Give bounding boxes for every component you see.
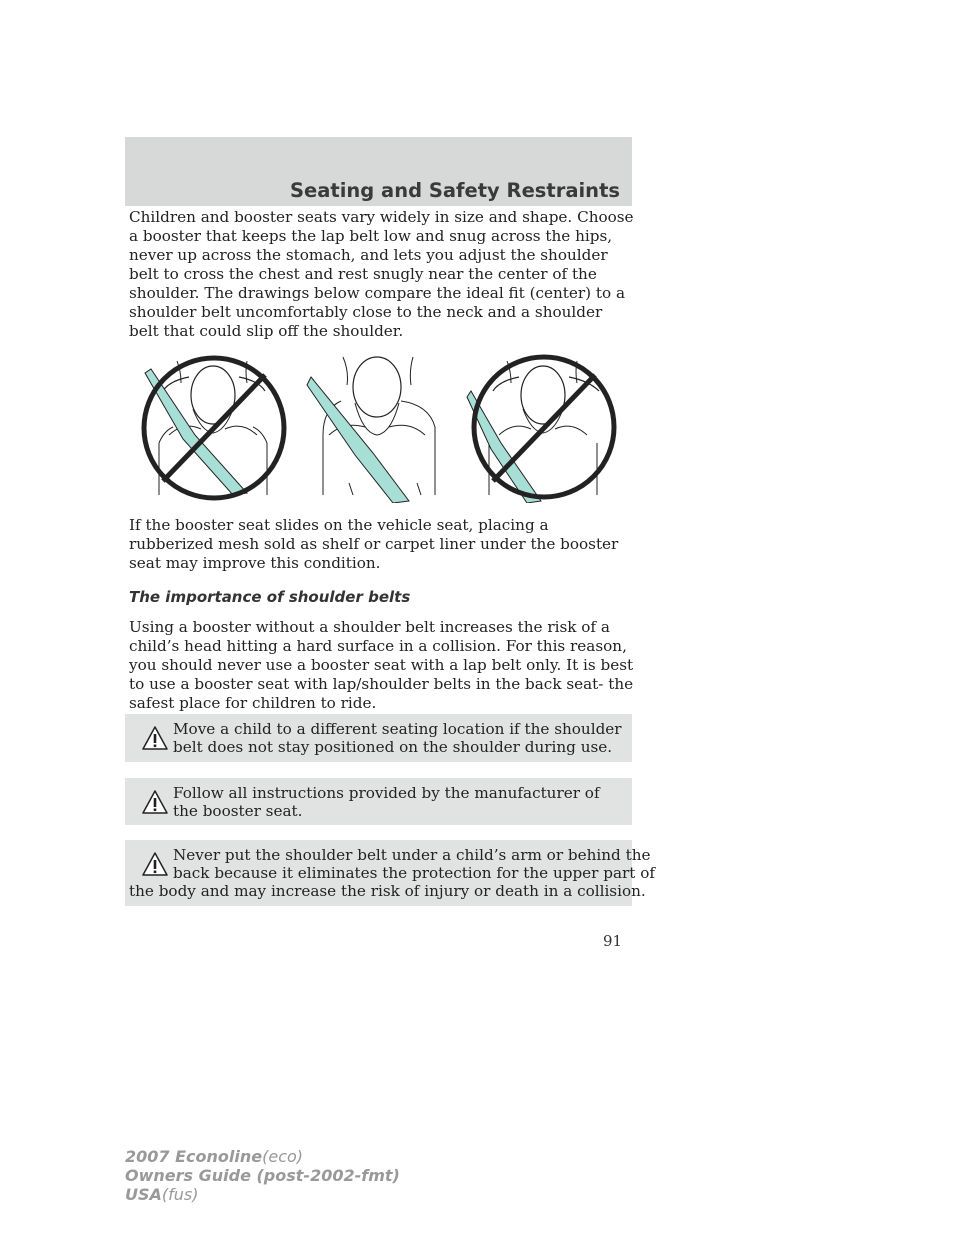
warning-triangle-icon xyxy=(142,790,168,814)
incorrect-fit-neck-figure xyxy=(144,358,284,498)
footer-model-code: (eco) xyxy=(262,1147,304,1166)
mesh-paragraph: If the booster seat slides on the vehicle seat, placing a rubberized mesh sold as shelf or carpet liner under the booster seat may improve this condition. xyxy=(129,516,619,572)
incorrect-fit-shoulder-figure xyxy=(467,357,614,503)
warning-triangle-icon xyxy=(142,726,168,750)
warning-text-3-line-3: the body and may increase the risk of injury or death in a collision. xyxy=(129,882,646,900)
warning-text-3-line-1: Never put the shoulder belt under a child’s arm or behind the xyxy=(173,846,651,864)
shoulder-paragraph: Using a booster without a shoulder belt increases the risk of a child’s head hitting a hard surface in a collision. For this reason, you should never use a booster seat with a lap belt only. It is best to use a booster seat with lap/shoulder belts in the back seat- the safest place for children to ride. xyxy=(129,618,634,712)
page-number: 91 xyxy=(603,932,623,950)
warning-text-1: Move a child to a different seating location if the shoulder belt does not stay positioned on the shoulder during use. xyxy=(173,720,622,756)
belt-fit-illustration xyxy=(129,343,631,503)
footer-guide: Owners Guide (post-2002-fmt) xyxy=(125,1166,400,1185)
document-footer xyxy=(125,1147,400,1204)
subheading: The importance of shoulder belts xyxy=(129,588,411,606)
footer-market: USA xyxy=(125,1185,162,1204)
warning-triangle-icon xyxy=(142,852,168,876)
warning-box-3 xyxy=(125,840,655,906)
intro-paragraph: Children and booster seats vary widely in size and shape. Choose a booster that keeps the lap belt low and snug across the hips, never up across the stomach, and lets you adjust the shoulder belt to cross the chest and rest snugly near the center of the shoulder. The drawings below compare the ideal fit (center) to a shoulder belt uncomfortably close to the neck and a shoulder belt that could slip off the shoulder. xyxy=(129,208,634,340)
correct-fit-figure xyxy=(307,357,435,503)
warning-text-3-line-2: back because it eliminates the protection for the upper part of xyxy=(173,864,655,882)
warning-box-1 xyxy=(125,714,632,762)
footer-model: 2007 Econoline xyxy=(125,1147,263,1166)
section-header-band xyxy=(125,137,632,206)
footer-market-code: (fus) xyxy=(161,1185,199,1204)
warning-box-2 xyxy=(125,778,632,825)
warning-text-2: Follow all instructions provided by the manufacturer of the booster seat. xyxy=(173,784,600,820)
section-title: Seating and Safety Restraints xyxy=(289,179,620,202)
